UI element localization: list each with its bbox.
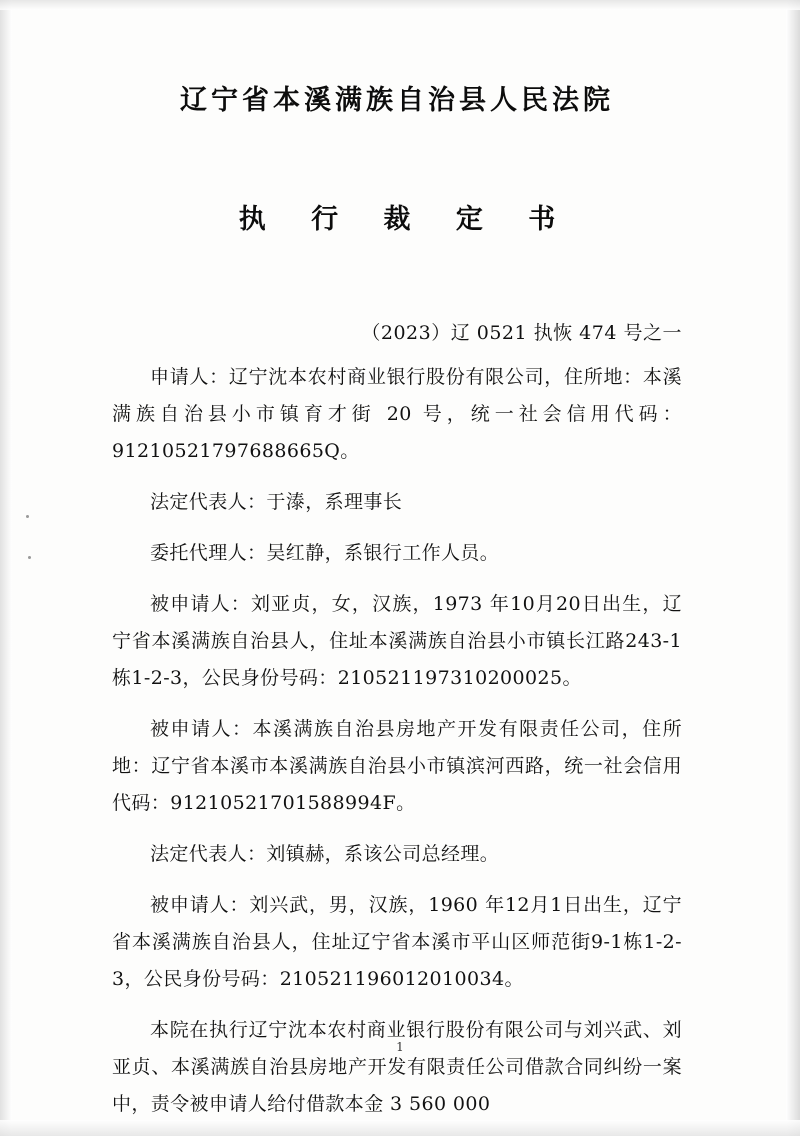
paragraph-case-body: 本院在执行辽宁沈本农村商业银行股份有限公司与刘兴武、刘亚贞、本溪满族自治县房地产开发有限责任公司借款合同纠纷一案中，责令被申请人给付借款本金 3 560 000: [112, 1019, 682, 1115]
scan-edge-top: [0, 0, 800, 10]
case-number: （2023）辽 0521 执恢 474 号之一: [361, 322, 682, 344]
scan-speck: [28, 556, 31, 559]
document-type-title: 执 行 裁 定 书: [238, 204, 574, 235]
paragraph-applicant: 申请人：辽宁沈本农村商业银行股份有限公司，住所地：本溪满族自治县小市镇育才街 20 号，统一社会信用代码：91210521797688665Q。: [112, 366, 682, 462]
paragraph-agent: 委托代理人：吴红静，系银行工作人员。: [150, 542, 500, 564]
scan-edge-left: [0, 0, 12, 1136]
paragraph-respondent-2: 被申请人：本溪满族自治县房地产开发有限责任公司，住所地：辽宁省本溪市本溪满族自治县小市镇滨河西路，统一社会信用代码：91210521701588994F。: [112, 718, 682, 814]
paragraph-respondent-3: 被申请人：刘兴武，男，汉族，1960 年12月1日出生，辽宁省本溪满族自治县人，住址辽宁省本溪市平山区师范街9-1栋1-2-3，公民身份号码：210521196012010034。: [112, 894, 682, 990]
paragraph-legal-representative-1: 法定代表人：于溙，系理事长: [150, 491, 403, 513]
court-name-title: 辽宁省本溪满族自治县人民法院: [180, 85, 614, 116]
paragraph-respondent-1: 被申请人：刘亚贞，女，汉族，1973 年10月20日出生，辽宁省本溪满族自治县人，住址本溪满族自治县小市镇长江路243-1栋1-2-3，公民身份号码：210521197310200025。: [112, 593, 682, 689]
document-body: [112, 78, 682, 1123]
page-number: 1: [396, 1040, 404, 1054]
paragraph-legal-representative-2: 法定代表人：刘镇赫，系该公司总经理。: [150, 843, 500, 865]
scan-edge-right: [786, 0, 800, 1136]
scan-speck: [26, 515, 29, 518]
